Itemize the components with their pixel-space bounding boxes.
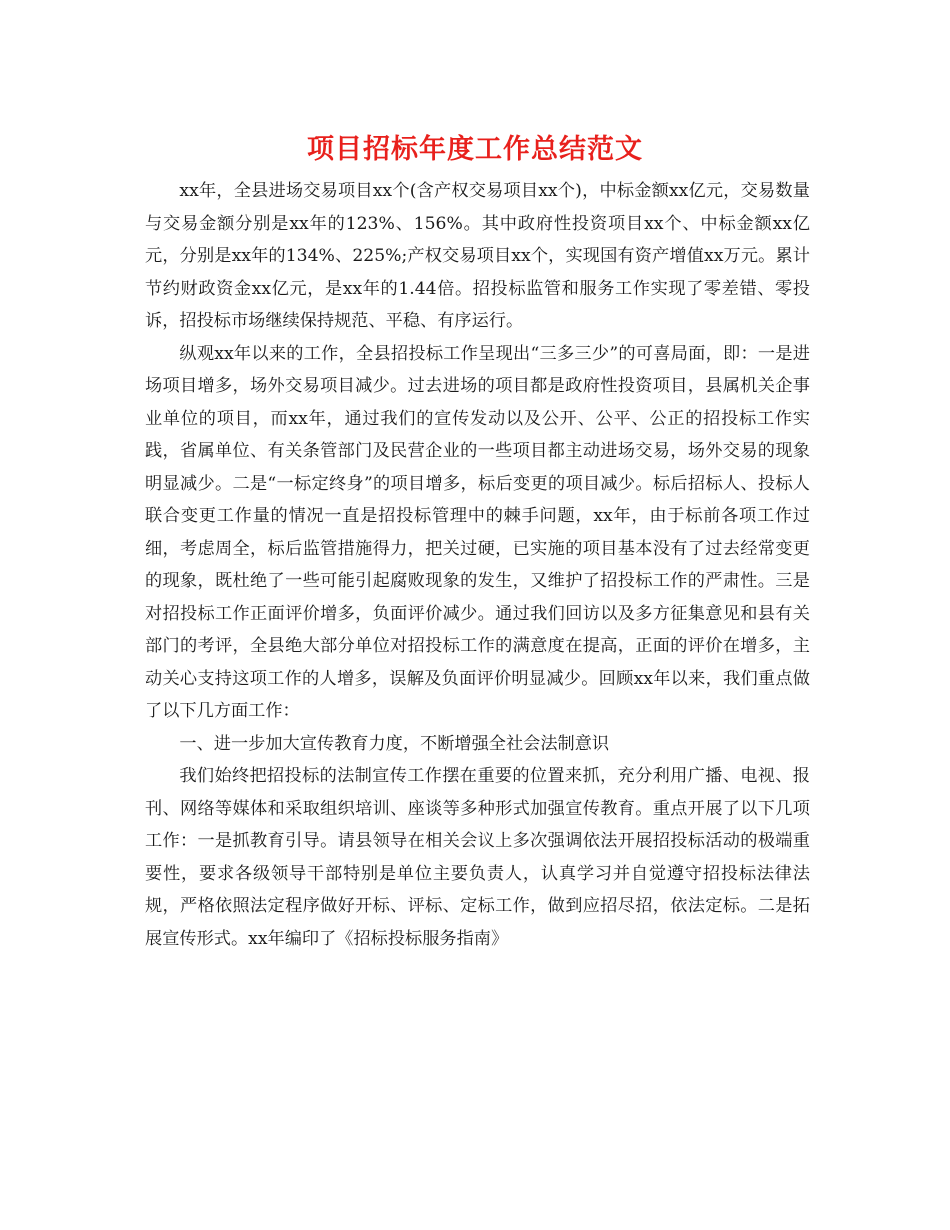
- paragraph: xx年，全县进场交易项目xx个(含产权交易项目xx个)，中标金额xx亿元，交易数量与交易金额分别是xx年的123%、156%。其中政府性投资项目xx个、中标金额xx亿元，分别是xx年的134%、225%;产权交易项目xx个，实现国有资产增值xx万元。累计节约财政资金xx亿元，是xx年的1.44倍。招投标监管和服务工作实现了零差错、零投诉，招投标市场继续保持规范、平稳、有序运行。: [145, 181, 810, 331]
- document-body: [145, 175, 810, 955]
- section-heading: 一、进一步加大宣传教育力度，不断增强全社会法制意识: [179, 733, 610, 754]
- document-title: 项目招标年度工作总结范文: [307, 134, 643, 165]
- paragraph: 我们始终把招投标的法制宣传工作摆在重要的位置来抓，充分利用广播、电视、报刊、网络等媒体和采取组织培训、座谈等多种形式加强宣传教育。重点开展了以下几项工作：一是抓教育引导。请县领导在相关会议上多次强调依法开展招投标活动的极端重要性，要求各级领导干部特别是单位主要负责人，认真学习并自觉遵守招投标法律法规，严格依照法定程序做好开标、评标、定标工作，做到应招尽招，依法定标。二是拓展宣传形式。xx年编印了《招标投标服务指南》: [145, 766, 810, 949]
- paragraph: 纵观xx年以来的工作，全县招投标工作呈现出“三多三少”的可喜局面，即：一是进场项目增多，场外交易项目减少。过去进场的项目都是政府性投资项目，县属机关企事业单位的项目，而xx年，通过我们的宣传发动以及公开、公平、公正的招投标工作实践，省属单位、有关条管部门及民营企业的一些项目都主动进场交易，场外交易的现象明显减少。二是“一标定终身”的项目增多，标后变更的项目减少。标后招标人、投标人联合变更工作量的情况一直是招投标管理中的棘手问题，xx年，由于标前各项工作过细，考虑周全，标后监管措施得力，把关过硬，已实施的项目基本没有了过去经常变更的现象，既杜绝了一些可能引起腐败现象的发生，又维护了招投标工作的严肃性。三是对招投标工作正面评价增多，负面评价减少。通过我们回访以及多方征集意见和县有关部门的考评，全县绝大部分单位对招投标工作的满意度在提高，正面的评价在增多，主动关心支持这项工作的人增多，误解及负面评价明显减少。回顾xx年以来，我们重点做了以下几方面工作：: [145, 343, 810, 721]
